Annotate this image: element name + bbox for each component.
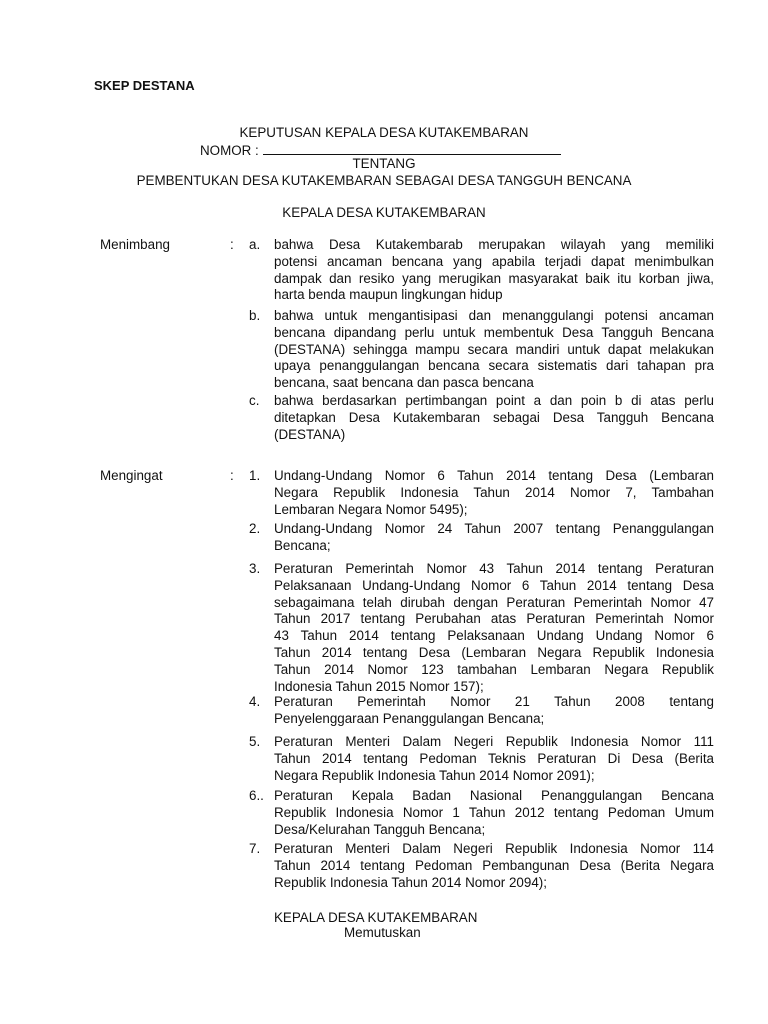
text-line: bencana, saat bencana dan pasca bencana — [274, 375, 534, 391]
text-line: Desa/Kelurahan Tangguh Bencana; — [274, 821, 486, 837]
nomor-blank-line — [263, 142, 561, 155]
text-line: bahwa Desa Kutakembarab merupakan wilayah yang memiliki — [274, 237, 714, 252]
text-line: Tahun 2017 tentang Perubahan atas Peraturan Pemerintah Nomor — [274, 611, 714, 627]
menimbang-colon: : — [230, 237, 234, 252]
text-line: Lembaran Negara Nomor 5495); — [274, 501, 468, 517]
text-line: Negara Republik Indonesia Tahun 2014 Nomor 2091); — [274, 767, 595, 783]
text-line: Tahun 2014 tentang Pedoman Teknis Peraturan Di Desa (Berita — [274, 750, 714, 766]
mengingat-marker: 2. — [249, 521, 261, 536]
text-line: Undang-Undang Nomor 24 Tahun 2007 tentang Penanggulangan — [274, 521, 714, 536]
text-line: Tahun 2014 tentang Desa (Lembaran Negara Republik Indonesia — [274, 644, 714, 660]
menimbang-item — [274, 393, 714, 443]
text-line: Penyelenggaraan Penanggulangan Bencana; — [274, 710, 545, 726]
text-line: Undang-Undang Nomor 6 Tahun 2014 tentang Desa (Lembaran — [274, 468, 714, 483]
text-line: harta benda maupun lingkungan hidup — [274, 287, 503, 303]
text-line: sebagaimana telah dirubah dengan Peraturan Pemerintah Nomor 47 — [274, 594, 714, 610]
mengingat-item — [274, 734, 714, 784]
text-line: (DESTANA) sehingga mampu secara mandiri untuk dapat melakukan — [274, 341, 714, 357]
menimbang-label: Menimbang — [100, 237, 170, 252]
text-line: ditetapkan Desa Kutakembaran sebagai Desa Tangguh Bencana — [274, 409, 714, 425]
mengingat-marker: 7. — [249, 841, 261, 856]
mengingat-marker: 5. — [249, 734, 261, 749]
text-line: upaya penanggulangan bencana secara sistematis dari tahapan pra — [274, 358, 714, 374]
issuing-authority: KEPALA DESA KUTAKEMBARAN — [282, 205, 486, 220]
menimbang-marker: a. — [249, 237, 261, 252]
text-line: Peraturan Menteri Dalam Negeri Republik Indonesia Nomor 111 — [274, 734, 714, 749]
closing-authority: KEPALA DESA KUTAKEMBARAN — [274, 910, 478, 925]
nomor-label: NOMOR : — [200, 143, 259, 158]
memutuskan-heading: Memutuskan — [344, 925, 421, 940]
text-line: Peraturan Pemerintah Nomor 43 Tahun 2014 tentang Peraturan — [274, 561, 714, 576]
mengingat-item — [274, 468, 714, 518]
mengingat-label: Mengingat — [100, 468, 163, 483]
text-line: Peraturan Pemerintah Nomor 21 Tahun 2008 tentang — [274, 694, 714, 709]
text-line: Tahun 2014 tentang Pedoman Pembangunan Desa (Berita Negara — [274, 857, 714, 873]
menimbang-item — [274, 237, 714, 304]
text-line: 43 Tahun 2014 tentang Pelaksanaan Undang Undang Nomor 6 — [274, 628, 714, 644]
text-line: Republik Indonesia Tahun 2014 Nomor 2094); — [274, 874, 547, 890]
text-line: bencana dipandang perlu untuk membentuk Desa Tangguh Bencana — [274, 324, 714, 340]
mengingat-item — [274, 561, 714, 695]
text-line: bahwa berdasarkan pertimbangan point a dan poin b di atas perlu — [274, 393, 714, 408]
text-line: Bencana; — [274, 537, 331, 553]
text-line: Negara Republik Indonesia Tahun 2014 Nomor 7, Tambahan — [274, 484, 714, 500]
text-line: Peraturan Menteri Dalam Negeri Republik Indonesia Nomor 114 — [274, 841, 714, 856]
mengingat-marker: 4. — [249, 694, 261, 709]
mengingat-item — [274, 521, 714, 555]
mengingat-marker: 6.. — [249, 788, 264, 803]
tentang-heading: TENTANG — [352, 156, 416, 171]
mengingat-item — [274, 788, 714, 838]
text-line: Peraturan Kepala Badan Nasional Penanggulangan Bencana — [274, 788, 714, 803]
document-label: SKEP DESTANA — [94, 78, 195, 93]
decree-title: KEPUTUSAN KEPALA DESA KUTAKEMBARAN — [239, 125, 529, 140]
menimbang-item — [274, 308, 714, 392]
text-line: potensi ancaman bencana yang apabila terjadi dapat menimbulkan — [274, 253, 714, 269]
text-line: Indonesia Tahun 2015 Nomor 157); — [274, 678, 484, 694]
text-line: bahwa untuk mengantisipasi dan menanggulangi potensi ancaman — [274, 308, 714, 323]
mengingat-colon: : — [230, 468, 234, 483]
text-line: Pelaksanaan Undang-Undang Nomor 6 Tahun 2014 tentang Desa — [274, 577, 714, 593]
text-line: Tahun 2014 Nomor 123 tambahan Lembaran Negara Republik — [274, 661, 714, 677]
menimbang-marker: b. — [249, 308, 261, 323]
mengingat-item — [274, 694, 714, 728]
menimbang-marker: c. — [249, 393, 260, 408]
text-line: Republik Indonesia Nomor 1 Tahun 2012 tentang Pedoman Umum — [274, 804, 714, 820]
mengingat-marker: 1. — [249, 468, 261, 483]
mengingat-marker: 3. — [249, 561, 261, 576]
decree-subject: PEMBENTUKAN DESA KUTAKEMBARAN SEBAGAI DESA TANGGUH BENCANA — [136, 173, 632, 188]
mengingat-item — [274, 841, 714, 891]
text-line: dampak dan resiko yang merugikan masyarakat baik itu korban jiwa, — [274, 270, 714, 286]
text-line: (DESTANA) — [274, 426, 346, 442]
